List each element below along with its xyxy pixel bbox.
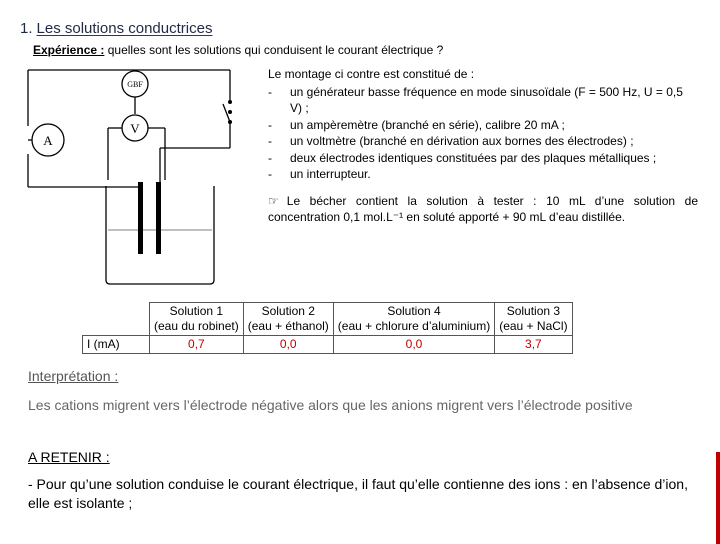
switch-contact-bottom (228, 120, 232, 124)
voltmeter-label: V (130, 121, 140, 136)
row-label-current: I (mA) (83, 336, 150, 354)
beaker-note (268, 193, 698, 226)
switch-contact-mid (228, 110, 232, 114)
section-number: 1. (20, 20, 33, 37)
setup-list (268, 84, 698, 183)
ammeter-label: A (43, 133, 53, 148)
table-cell-value: 3,7 (495, 336, 572, 354)
electrode-left (138, 182, 143, 254)
table-header-row (83, 303, 573, 336)
switch-contact-top (228, 100, 232, 104)
table-header-cell: Solution 1 (eau du robinet) (150, 303, 244, 336)
table-header-cell: Solution 4 (eau + chlorure d’aluminium) (333, 303, 494, 336)
interpretation-text: Les cations migrent vers l’électrode négative alors que les anions migrent vers l’électrode positive (28, 397, 633, 413)
circuit-diagram (20, 62, 260, 294)
setup-item-switch: - un interrupteur. (268, 166, 698, 183)
setup-item-generator: - un générateur basse fréquence en mode sinusoïdale (F = 500 Hz, U = 0,5 V) ; (268, 84, 698, 117)
table-corner (83, 303, 150, 336)
table-cell-value: 0,0 (333, 336, 494, 354)
setup-intro: Le montage ci contre est constitué de : (268, 67, 475, 81)
retenir-title: A RETENIR : (28, 449, 110, 465)
experience-line (33, 43, 443, 57)
experience-question: quelles sont les solutions qui conduisent le courant électrique ? (107, 43, 444, 57)
electrode-right (156, 182, 161, 254)
retenir-text: - Pour qu’une solution conduise le courant électrique, il faut qu’elle contienne des ions : en l’absence d’ion, elle est isolante ; (28, 476, 688, 511)
gbf-label: GBF (127, 80, 143, 89)
setup-item-ammeter: - un ampèremètre (branché en série), calibre 20 mA ; (268, 117, 698, 134)
section-title (20, 20, 212, 37)
experience-label: Expérience : (33, 43, 105, 57)
table-cell-value: 0,0 (243, 336, 333, 354)
setup-description (268, 66, 698, 226)
results-table (82, 302, 573, 354)
accent-bar (716, 452, 720, 544)
interpretation-title: Interprétation : (28, 368, 119, 384)
table-row (83, 336, 573, 354)
setup-item-voltmeter: - un voltmètre (branché en dérivation aux bornes des électrodes) ; (268, 133, 698, 150)
table-header-cell: Solution 2 (eau + éthanol) (243, 303, 333, 336)
table-cell-value: 0,7 (150, 336, 244, 354)
pointing-hand-icon: ☞ (268, 193, 279, 208)
setup-item-electrodes: - deux électrodes identiques constituées par des plaques métalliques ; (268, 150, 698, 167)
section-title-text: Les solutions conductrices (36, 20, 213, 37)
table-header-cell: Solution 3 (eau + NaCl) (495, 303, 572, 336)
beaker-note-text: Le bécher contient la solution à tester : 10 mL d’une solution de concentration 0,1 mol.L⁻¹ en soluté apporté + 90 mL d’eau distillée. (268, 193, 698, 224)
